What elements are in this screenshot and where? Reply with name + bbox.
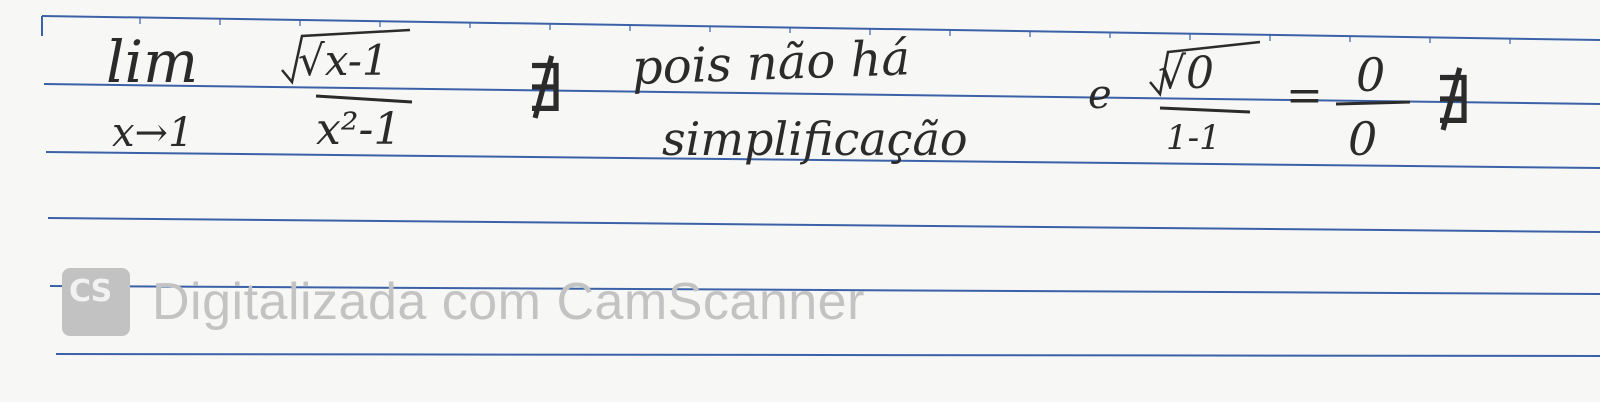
substituted-numerator: √0 <box>1158 48 1215 99</box>
substituted-denominator: 1-1 <box>1166 118 1221 158</box>
ruled-line-5 <box>56 354 1600 356</box>
watermark-text: Digitalizada com CamScanner <box>152 273 865 331</box>
not-exists-symbol-1: ∄ <box>528 50 564 127</box>
fraction-numerator: √x-1 <box>298 36 389 85</box>
reason-line-2: simplificação <box>662 112 968 166</box>
not-exists-symbol-2: ∄ <box>1436 62 1472 139</box>
fraction-denominator: x²-1 <box>316 104 402 155</box>
fraction-bar-1 <box>316 96 412 102</box>
reason-line-1: pois não há <box>631 30 911 96</box>
fraction-bar-2 <box>1160 108 1250 112</box>
camscanner-logo-icon <box>62 268 130 336</box>
limit-word: lim <box>106 28 199 96</box>
conjunction-e: e <box>1088 72 1112 118</box>
fraction-bar-3 <box>1336 102 1410 104</box>
zero-denominator: 0 <box>1348 112 1378 166</box>
equals-sign: = <box>1286 70 1323 121</box>
camscanner-watermark <box>62 268 865 336</box>
zero-numerator: 0 <box>1356 48 1386 102</box>
limit-subscript: x→1 <box>112 110 194 156</box>
ruled-line-3 <box>48 218 1600 232</box>
logo-text: CS <box>69 274 112 309</box>
